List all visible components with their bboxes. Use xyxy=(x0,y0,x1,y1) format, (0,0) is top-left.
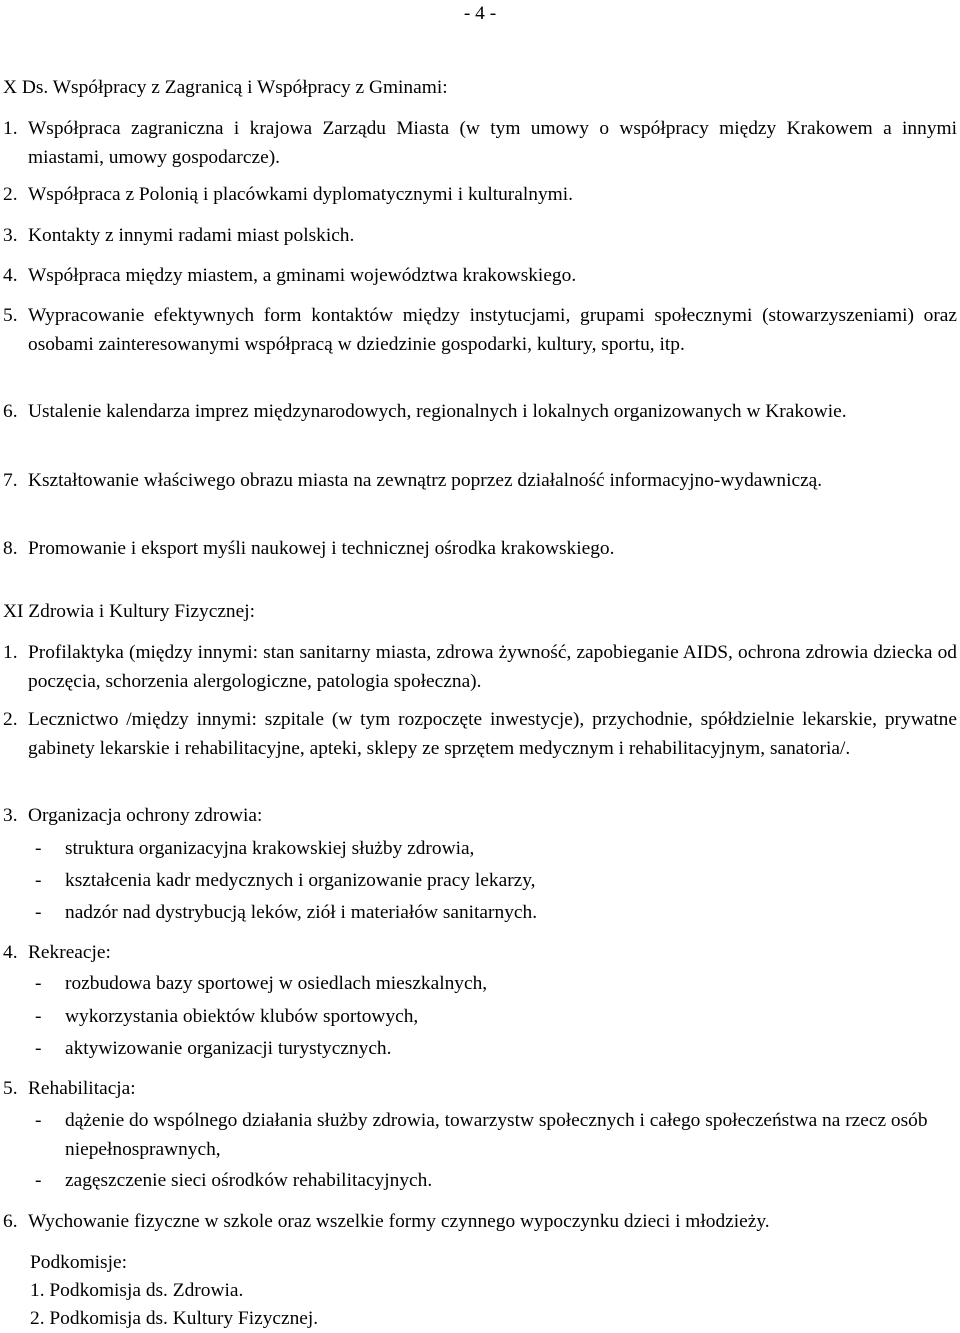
item-text: Promowanie i eksport myśli naukowej i technicznej ośrodka krakowskiego. xyxy=(28,538,615,559)
sub-item xyxy=(35,1034,957,1063)
item-number: 5. xyxy=(3,1078,18,1099)
section-xi-item-5 xyxy=(3,1074,957,1103)
item-text: Organizacja ochrony zdrowia: xyxy=(28,805,263,826)
section-x-item-8 xyxy=(3,534,957,563)
sub-item-text: zagęszczenie sieci ośrodków rehabilitacyjnych. xyxy=(65,1170,433,1191)
section-x-item-4 xyxy=(3,261,957,290)
sub-item xyxy=(35,898,957,927)
subcommittee-item: 2. Podkomisja ds. Kultury Fizycznej. xyxy=(30,1308,319,1329)
section-x-item-1 xyxy=(3,114,957,172)
section-x-title: X Ds. Współpracy z Zagranicą i Współpracy z Gminami: xyxy=(3,77,448,98)
item-text: Kontakty z innymi radami miast polskich. xyxy=(28,225,355,246)
sub-item-text: kształcenia kadr medycznych i organizowanie pracy lekarzy, xyxy=(65,870,536,891)
item-text: Rekreacje: xyxy=(28,942,111,963)
sub-item-text: dążenie do wspólnego działania służby zdrowia, towarzystw społecznych i całego społeczeństwa na rzecz osób niepełnosprawnych, xyxy=(65,1110,928,1160)
dash-bullet: - xyxy=(35,1170,42,1191)
item-text: Profilaktyka (między innymi: stan sanitarny miasta, zdrowa żywność, zapobieganie AIDS, ochrona zdrowia dziecka od poczęcia, schorzenia alergologiczne, patologia społeczna). xyxy=(28,642,957,692)
section-xi-title: XI Zdrowia i Kultury Fizycznej: xyxy=(3,601,256,622)
item-number: 8. xyxy=(3,538,18,559)
sub-item-text: wykorzystania obiektów klubów sportowych, xyxy=(65,1006,419,1027)
item-text: Wychowanie fizyczne w szkole oraz wszelkie formy czynnego wypoczynku dzieci i młodzieży. xyxy=(28,1211,770,1232)
subcommittee-item: 1. Podkomisja ds. Zdrowia. xyxy=(30,1280,244,1301)
item-number: 1. xyxy=(3,642,18,663)
item-number: 3. xyxy=(3,805,18,826)
item-number: 1. xyxy=(3,118,18,139)
page-number: - 4 - xyxy=(463,3,497,24)
section-x-item-2 xyxy=(3,180,957,209)
item-text: Kształtowanie właściwego obrazu miasta na zewnątrz poprzez działalność informacyjno-wydawniczą. xyxy=(28,470,823,491)
item-text: Współpraca między miastem, a gminami województwa krakowskiego. xyxy=(28,265,577,286)
item-number: 2. xyxy=(3,184,18,205)
section-xi-item-6 xyxy=(3,1207,957,1236)
section-x-item-6 xyxy=(3,397,957,426)
item-text: Ustalenie kalendarza imprez międzynarodowych, regionalnych i lokalnych organizowanych w Krakowie. xyxy=(28,401,847,422)
sub-item xyxy=(35,1166,957,1195)
sub-item-text: rozbudowa bazy sportowej w osiedlach mieszkalnych, xyxy=(65,973,488,994)
item-number: 7. xyxy=(3,470,18,491)
sub-item xyxy=(35,1002,957,1031)
section-x-item-7 xyxy=(3,466,957,495)
sub-item xyxy=(35,1106,957,1164)
sub-item xyxy=(35,969,957,998)
item-number: 6. xyxy=(3,1211,18,1232)
dash-bullet: - xyxy=(35,1110,42,1131)
dash-bullet: - xyxy=(35,1006,42,1027)
item-text: Lecznictwo /między innymi: szpitale (w tym rozpoczęte inwestycje), przychodnie, spółdzielnie lekarskie, prywatne gabinety lekarskie i rehabilitacyjne, apteki, sklepy ze sprzętem medycznym i rehabilitacyjnym, sanatoria/. xyxy=(28,709,957,759)
sub-item-text: struktura organizacyjna krakowskiej służby zdrowia, xyxy=(65,838,475,859)
item-number: 2. xyxy=(3,709,18,730)
sub-item xyxy=(35,866,957,895)
section-xi-item-3 xyxy=(3,801,957,830)
subcommittees-label: Podkomisje: xyxy=(30,1252,127,1273)
item-number: 5. xyxy=(3,305,18,326)
item-text: Wypracowanie efektywnych form kontaktów między instytucjami, grupami społecznymi (stowarzyszeniami) oraz osobami zainteresowanymi współpracą w dziedzinie gospodarki, kultury, sportu, itp. xyxy=(28,305,957,355)
dash-bullet: - xyxy=(35,902,42,923)
sub-item-text: nadzór nad dystrybucją leków, ziół i materiałów sanitarnych. xyxy=(65,902,538,923)
item-text: Współpraca z Polonią i placówkami dyplomatycznymi i kulturalnymi. xyxy=(28,184,573,205)
item-number: 4. xyxy=(3,265,18,286)
item-number: 4. xyxy=(3,942,18,963)
section-xi-item-1 xyxy=(3,638,957,696)
item-text: Rehabilitacja: xyxy=(28,1078,136,1099)
item-number: 6. xyxy=(3,401,18,422)
dash-bullet: - xyxy=(35,838,42,859)
sub-item xyxy=(35,834,957,863)
dash-bullet: - xyxy=(35,973,42,994)
dash-bullet: - xyxy=(35,1038,42,1059)
item-text: Współpraca zagraniczna i krajowa Zarządu Miasta (w tym umowy o współpracy między Krakowem a innymi miastami, umowy gospodarcze). xyxy=(28,118,957,168)
section-xi-item-4 xyxy=(3,938,957,967)
dash-bullet: - xyxy=(35,870,42,891)
sub-item-text: aktywizowanie organizacji turystycznych. xyxy=(65,1038,392,1059)
section-xi-item-2 xyxy=(3,705,957,763)
item-number: 3. xyxy=(3,225,18,246)
section-x-item-5 xyxy=(3,301,957,359)
section-x-item-3 xyxy=(3,221,957,250)
